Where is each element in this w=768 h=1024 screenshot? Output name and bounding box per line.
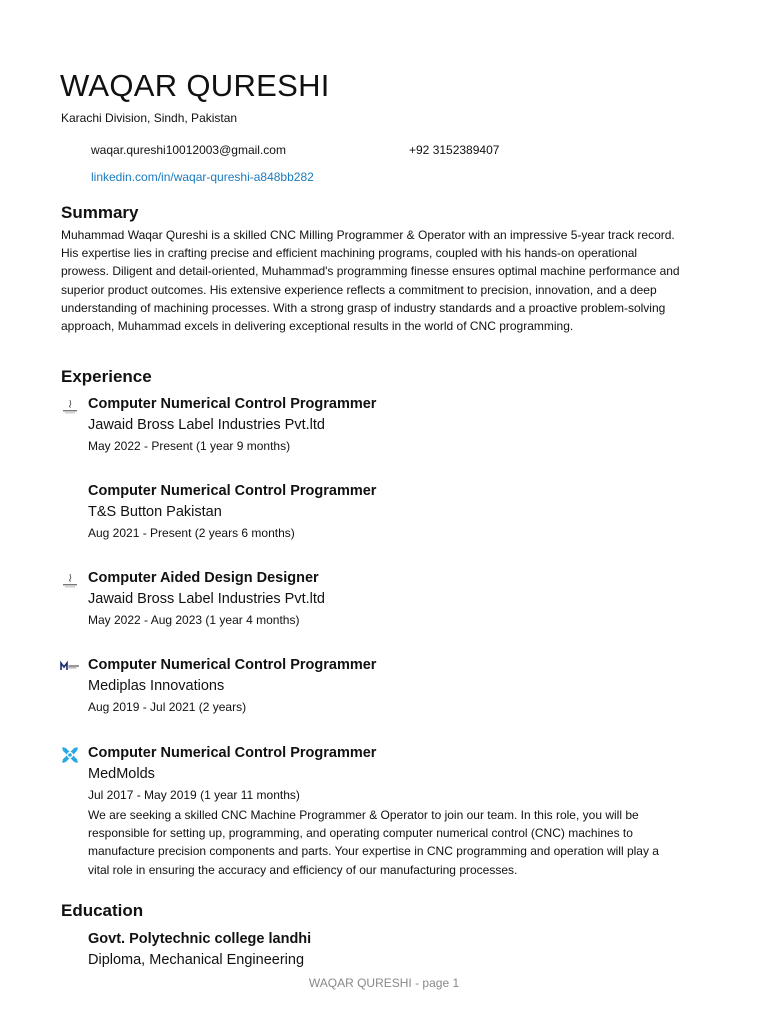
job-title: Computer Numerical Control Programmer bbox=[88, 657, 377, 673]
company-name: MedMolds bbox=[88, 766, 155, 782]
jawaid-bross-logo-icon bbox=[60, 570, 80, 590]
summary-heading: Summary bbox=[61, 203, 139, 222]
experience-heading: Experience bbox=[61, 367, 152, 386]
page-footer: WAQAR QURESHI - page 1 bbox=[308, 976, 460, 990]
job-title: Computer Aided Design Designer bbox=[88, 570, 319, 586]
job-title: Computer Numerical Control Programmer bbox=[88, 745, 377, 761]
summary-text: Muhammad Waqar Qureshi is a skilled CNC Milling Programmer & Operator with an impressive 5-year track record. His expertise lies in crafting precise and efficient machining programs, coupled with his hands-on operational prowess. Diligent and detail-oriented, Muhammad's programming finesse ensures optimal machine performance and superior product outcomes. His extensive experience reflects a commitment to precision, innovation, and a deep understanding of machining processes. With a strong grasp of industry standards and a proactive problem-solving approach, Muhammad excels in delivering exceptional results in the world of CNC programming. bbox=[61, 228, 680, 334]
company-name: Mediplas Innovations bbox=[88, 678, 225, 694]
mediplas-logo-icon bbox=[60, 657, 80, 677]
job-description: We are seeking a skilled CNC Machine Programmer & Operator to join our team. In this role, you will be responsible for setting up, programming, and operating computer numerical control (CNC) machines to manufacture precision components and parts. Your expertise in CNC programming and operation will play a vital role in ensuring the accuracy and efficiency of our manufacturing processes. bbox=[88, 808, 659, 877]
phone-number[interactable]: +92 3152389407 bbox=[409, 143, 500, 157]
company-name: T&S Button Pakistan bbox=[88, 504, 222, 520]
medmolds-logo-icon bbox=[60, 745, 80, 765]
job-dates: May 2022 - Aug 2023 (1 year 4 months) bbox=[88, 613, 300, 627]
job-dates: Aug 2019 - Jul 2021 (2 years) bbox=[88, 700, 247, 714]
education-heading: Education bbox=[61, 901, 144, 920]
school-name: Govt. Polytechnic college landhi bbox=[88, 931, 312, 947]
company-name: Jawaid Bross Label Industries Pvt.ltd bbox=[88, 591, 325, 607]
linkedin-link[interactable]: linkedin.com/in/waqar-qureshi-a848bb282 bbox=[91, 170, 314, 184]
job-title: Computer Numerical Control Programmer bbox=[88, 396, 377, 412]
company-name: Jawaid Bross Label Industries Pvt.ltd bbox=[88, 417, 325, 433]
candidate-location: Karachi Division, Sindh, Pakistan bbox=[61, 111, 238, 125]
email-address[interactable]: waqar.qureshi10012003@gmail.com bbox=[91, 143, 286, 157]
job-dates: Jul 2017 - May 2019 (1 year 11 months) bbox=[88, 788, 300, 802]
job-title: Computer Numerical Control Programmer bbox=[88, 483, 377, 499]
jawaid-bross-logo-icon bbox=[60, 396, 80, 416]
candidate-name: WAQAR QURESHI bbox=[60, 68, 330, 103]
job-dates: Aug 2021 - Present (2 years 6 months) bbox=[88, 526, 295, 540]
degree-name: Diploma, Mechanical Engineering bbox=[88, 952, 305, 968]
job-dates: May 2022 - Present (1 year 9 months) bbox=[88, 439, 291, 453]
